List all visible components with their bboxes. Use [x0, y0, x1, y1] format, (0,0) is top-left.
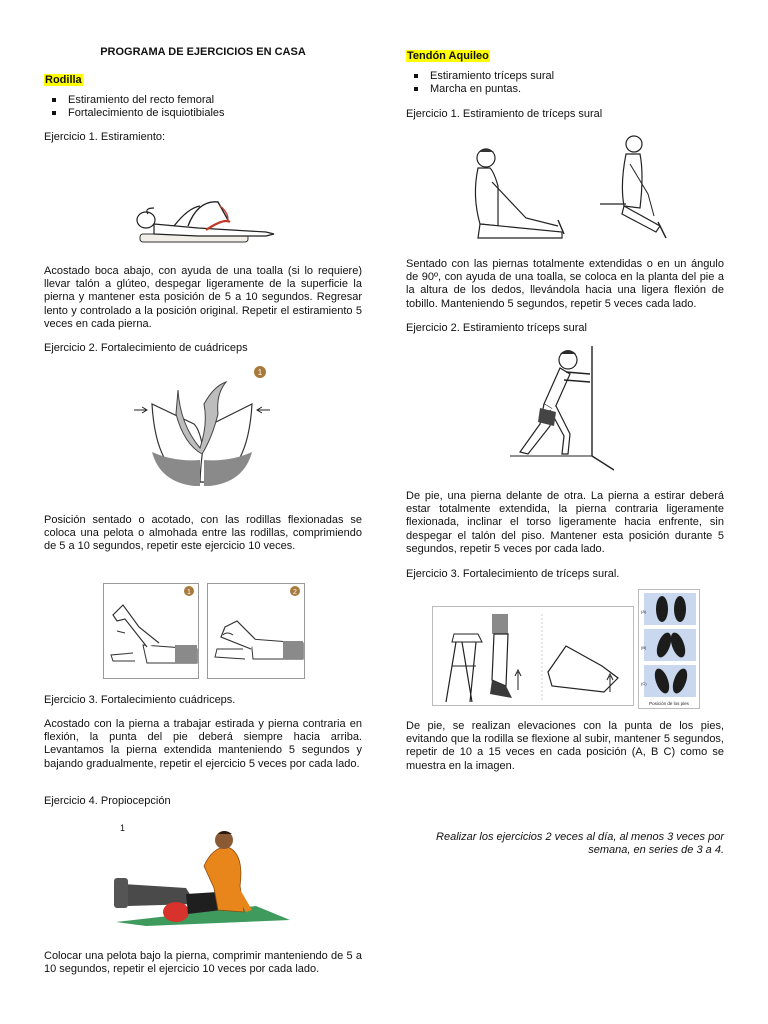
seated-calf-stretch-figure — [468, 146, 570, 244]
proprioception-ball-figure — [106, 826, 290, 928]
exercise-title: Ejercicio 3. Fortalecimiento cuádriceps. — [44, 694, 236, 706]
exercise-title: Ejercicio 2. Estiramiento tríceps sural — [406, 322, 587, 334]
figure-badge: 1 — [257, 368, 263, 377]
closing-note: Realizar los ejercicios 2 veces al día, al menos 3 veces por semana, en series de 3 a 4. — [436, 831, 724, 857]
exercise-title: Ejercicio 1. Estiramiento: — [44, 131, 166, 143]
list-item: Marcha en puntas. — [406, 83, 724, 96]
list-item: Estiramiento del recto femoral — [44, 94, 362, 107]
paragraph: Colocar una pelota bajo la pierna, comprimir manteniendo de 5 a 10 segundos, repetir el ejercicio 10 veces por cada lado. — [44, 950, 362, 976]
paragraph: Acostado boca abajo, con ayuda de una toalla (si lo requiere) llevar talón a glúteo, despegar ligeramente de la superficie la pierna y mantener esta posición de 5 a 10 segundos. Regresar lento y controlado a la posición original. Repetir el estiramiento 5 veces en cada pierna. — [44, 265, 362, 330]
exercise-title: Ejercicio 4. Propiocepción — [44, 795, 171, 807]
exercise-title: Ejercicio 2. Fortalecimiento de cuádriceps — [44, 342, 248, 354]
leg-raise-figure-2 — [207, 583, 305, 679]
tendon-bullet-list — [406, 70, 724, 96]
list-item: Estiramiento tríceps sural — [406, 70, 724, 83]
position-label: (B) — [641, 645, 647, 650]
knee-squeeze-pillow-figure — [134, 364, 270, 494]
rodilla-bullet-list — [44, 94, 362, 120]
paragraph: Acostado con la pierna a trabajar estirada y pierna contraria en flexión, la punta del pie deberá siempre hacia arriba. Levantamos la pierna extendida manteniendo 5 segundos y bajando gradualmente, repetir el ejercicio 5 veces por cada lado. — [44, 718, 362, 770]
position-label: (A) — [641, 609, 647, 614]
position-label: (C) — [641, 681, 647, 686]
sitting-leg-stretch-figure — [596, 134, 668, 242]
section-heading-tendon-aquileo-text: Tendón Aquileo — [407, 50, 489, 62]
prone-quad-stretch-figure — [128, 190, 278, 248]
wall-calf-stretch-figure — [510, 346, 614, 476]
foot-positions-caption: Posición de los pies — [649, 701, 689, 706]
section-heading-rodilla — [44, 70, 83, 88]
section-heading-rodilla-text: Rodilla — [45, 74, 82, 86]
page-title: PROGRAMA DE EJERCICIOS EN CASA — [100, 46, 306, 58]
paragraph: Posición sentado o acotado, con las rodillas flexionadas se coloca una pelota o almohada entre las rodillas, comprimiendo de 5 a 10 segundos, repetir este ejercicio 10 veces. — [44, 514, 362, 553]
paragraph: Sentado con las piernas totalmente extendidas o en un ángulo de 90º, con ayuda de una toalla, se coloca en la planta del pie a la altura de los dedos, llevándola hacia una ligera flexión de tobillo. Manteniendo 5 segundos, repetir 5 veces cada lado. — [406, 258, 724, 310]
exercise-title: Ejercicio 3. Fortalecimiento de tríceps sural. — [406, 568, 620, 580]
foot-positions-figure — [638, 589, 700, 709]
figure-number: 1 — [120, 823, 126, 833]
section-heading-tendon-aquileo — [406, 46, 490, 64]
paragraph: De pie, se realizan elevaciones con la punta de los pies, evitando que la rodilla se flexione al subir, mantener 5 segundos, repetir de 10 a 15 veces en cada posición (A, B C) como se muestra en la imagen. — [406, 720, 724, 772]
figure-badge: 1 — [187, 589, 191, 596]
figure-badge: 2 — [293, 589, 297, 596]
leg-raise-figure-1 — [103, 583, 199, 679]
list-item: Fortalecimiento de isquiotibiales — [44, 107, 362, 120]
exercise-title: Ejercicio 1. Estiramiento de tríceps sural — [406, 108, 603, 120]
heel-raise-figure — [432, 606, 634, 706]
paragraph: De pie, una pierna delante de otra. La pierna a estirar deberá estar totalmente extendida, la pierna contraria ligeramente flexionada, inclinar el torso ligeramente hacia enfrente, sin despegar el talón del piso. Mantener esta posición durante 5 segundos, repetir 5 veces por cada lado. — [406, 490, 724, 555]
